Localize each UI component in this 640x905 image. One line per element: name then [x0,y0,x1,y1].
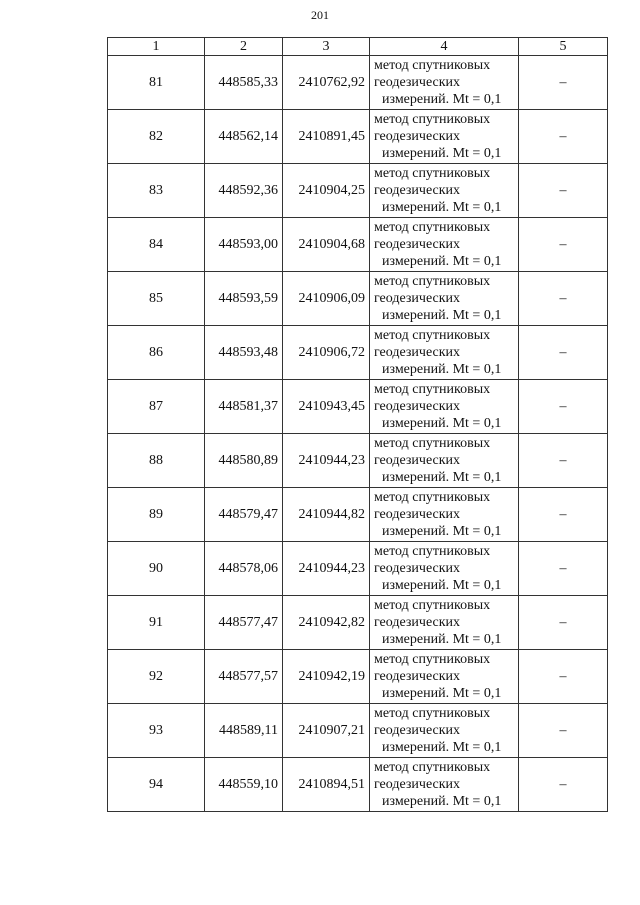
method-line-1: метод спутниковых [374,328,491,343]
method-line-1: метод спутниковых [374,598,491,613]
method-line-2: геодезических [374,453,461,468]
method-line-3: измерений. Mt = 0,1 [382,92,502,107]
method-line-1: метод спутниковых [374,112,491,127]
point-number-cell: 90 [108,542,205,596]
point-number-cell: 82 [108,110,205,164]
y-coordinate-cell: 2410907,21 [283,704,370,758]
note-cell: – [519,164,608,218]
table-row [108,218,608,272]
method-line-3: измерений. Mt = 0,1 [382,308,502,323]
method-line-2: геодезических [374,129,461,144]
x-coordinate-cell: 448562,14 [205,110,283,164]
method-line-1: метод спутниковых [374,274,491,289]
column-header-1: 1 [108,38,205,56]
method-line-2: геодезических [374,669,461,684]
method-line-1: метод спутниковых [374,544,491,559]
method-line-3: измерений. Mt = 0,1 [382,578,502,593]
method-line-1: метод спутниковых [374,436,491,451]
x-coordinate-cell: 448585,33 [205,56,283,110]
method-line-1: метод спутниковых [374,652,491,667]
table-header-row [108,38,608,56]
method-line-3: измерений. Mt = 0,1 [382,254,502,269]
method-cell [370,56,519,110]
note-cell: – [519,110,608,164]
y-coordinate-cell: 2410944,23 [283,542,370,596]
method-line-3: измерений. Mt = 0,1 [382,416,502,431]
method-line-1: метод спутниковых [374,220,491,235]
note-cell: – [519,434,608,488]
note-cell: – [519,56,608,110]
method-line-1: метод спутниковых [374,58,491,73]
method-cell [370,218,519,272]
method-line-2: геодезических [374,75,461,90]
method-line-3: измерений. Mt = 0,1 [382,794,502,809]
method-line-3: измерений. Mt = 0,1 [382,470,502,485]
point-number-cell: 85 [108,272,205,326]
x-coordinate-cell: 448593,00 [205,218,283,272]
y-coordinate-cell: 2410894,51 [283,758,370,812]
column-header-2: 2 [205,38,283,56]
x-coordinate-cell: 448578,06 [205,542,283,596]
method-line-3: измерений. Mt = 0,1 [382,200,502,215]
note-cell: – [519,650,608,704]
x-coordinate-cell: 448581,37 [205,380,283,434]
method-cell [370,488,519,542]
point-number-cell: 83 [108,164,205,218]
method-cell [370,272,519,326]
table-row [108,164,608,218]
method-line-2: геодезических [374,777,461,792]
method-line-1: метод спутниковых [374,382,491,397]
y-coordinate-cell: 2410942,82 [283,596,370,650]
method-cell [370,650,519,704]
method-line-3: измерений. Mt = 0,1 [382,146,502,161]
column-header-5: 5 [519,38,608,56]
table-row [108,704,608,758]
table-body [108,56,608,812]
method-line-3: измерений. Mt = 0,1 [382,740,502,755]
y-coordinate-cell: 2410904,68 [283,218,370,272]
point-number-cell: 84 [108,218,205,272]
method-cell [370,704,519,758]
coordinates-table [107,37,608,812]
x-coordinate-cell: 448577,57 [205,650,283,704]
method-line-2: геодезических [374,561,461,576]
table-row [108,650,608,704]
method-cell [370,110,519,164]
table-row [108,542,608,596]
method-cell [370,758,519,812]
table-row [108,326,608,380]
note-cell: – [519,272,608,326]
point-number-cell: 92 [108,650,205,704]
method-cell [370,434,519,488]
method-cell [370,380,519,434]
method-line-2: геодезических [374,237,461,252]
table-row [108,56,608,110]
method-line-1: метод спутниковых [374,166,491,181]
method-line-2: геодезических [374,615,461,630]
point-number-cell: 94 [108,758,205,812]
table-row [108,596,608,650]
method-line-2: геодезических [374,507,461,522]
note-cell: – [519,218,608,272]
y-coordinate-cell: 2410904,25 [283,164,370,218]
method-cell [370,542,519,596]
method-line-3: измерений. Mt = 0,1 [382,362,502,377]
method-cell [370,326,519,380]
table-row [108,488,608,542]
point-number-cell: 91 [108,596,205,650]
point-number-cell: 86 [108,326,205,380]
note-cell: – [519,542,608,596]
x-coordinate-cell: 448559,10 [205,758,283,812]
x-coordinate-cell: 448579,47 [205,488,283,542]
note-cell: – [519,488,608,542]
method-line-3: измерений. Mt = 0,1 [382,686,502,701]
method-line-1: метод спутниковых [374,490,491,505]
method-line-2: геодезических [374,183,461,198]
method-line-1: метод спутниковых [374,706,491,721]
x-coordinate-cell: 448589,11 [205,704,283,758]
x-coordinate-cell: 448593,59 [205,272,283,326]
y-coordinate-cell: 2410943,45 [283,380,370,434]
method-line-2: геодезических [374,291,461,306]
x-coordinate-cell: 448577,47 [205,596,283,650]
point-number-cell: 89 [108,488,205,542]
note-cell: – [519,380,608,434]
point-number-cell: 88 [108,434,205,488]
y-coordinate-cell: 2410944,82 [283,488,370,542]
y-coordinate-cell: 2410762,92 [283,56,370,110]
method-line-2: геодезических [374,399,461,414]
column-header-3: 3 [283,38,370,56]
method-cell [370,596,519,650]
method-line-1: метод спутниковых [374,760,491,775]
point-number-cell: 87 [108,380,205,434]
x-coordinate-cell: 448593,48 [205,326,283,380]
point-number-cell: 81 [108,56,205,110]
method-line-3: измерений. Mt = 0,1 [382,632,502,647]
method-cell [370,164,519,218]
note-cell: – [519,704,608,758]
note-cell: – [519,596,608,650]
y-coordinate-cell: 2410906,09 [283,272,370,326]
note-cell: – [519,326,608,380]
x-coordinate-cell: 448580,89 [205,434,283,488]
method-line-2: геодезических [374,345,461,360]
table-row [108,758,608,812]
column-header-4: 4 [370,38,519,56]
y-coordinate-cell: 2410944,23 [283,434,370,488]
y-coordinate-cell: 2410942,19 [283,650,370,704]
table-row [108,110,608,164]
page-number: 201 [311,8,329,22]
method-line-2: геодезических [374,723,461,738]
point-number-cell: 93 [108,704,205,758]
table-row [108,434,608,488]
table-row [108,272,608,326]
y-coordinate-cell: 2410891,45 [283,110,370,164]
y-coordinate-cell: 2410906,72 [283,326,370,380]
method-line-3: измерений. Mt = 0,1 [382,524,502,539]
note-cell: – [519,758,608,812]
table-row [108,380,608,434]
x-coordinate-cell: 448592,36 [205,164,283,218]
